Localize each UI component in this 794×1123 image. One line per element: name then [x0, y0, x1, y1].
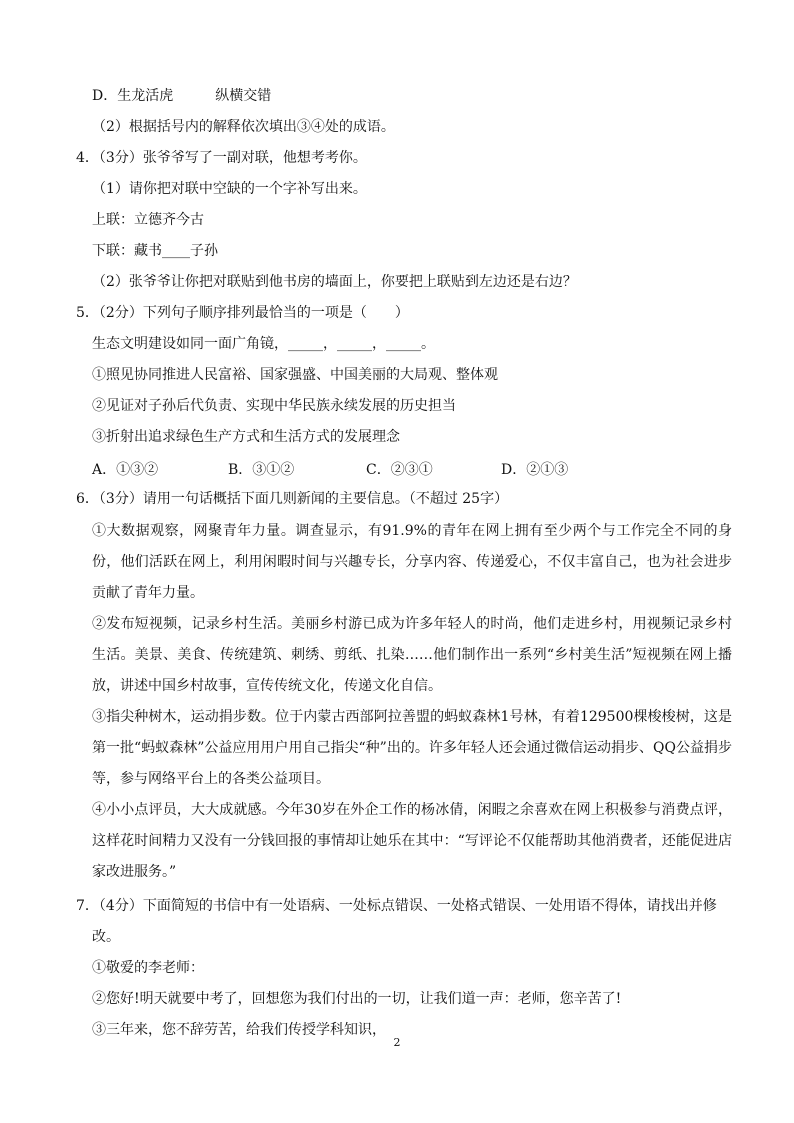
q6-stem: 6．（3分）请用一句话概括下面几则新闻的主要信息。（不超过 25字） [76, 491, 509, 507]
q4-lower-couplet: 下联：藏书____子孙 [92, 243, 218, 259]
q7-stem-continued: 改。 [92, 929, 120, 945]
q4-upper-couplet: 上联：立德齐今古 [92, 212, 204, 228]
q3-option-d: D．生龙活虎 纵横交错 [92, 88, 272, 104]
q5-item-2: ②见证对子孙后代负责、实现中华民族永续发展的历史担当 [92, 398, 456, 414]
q4-sub2: （2）张爷爷让你把对联贴到他书房的墙面上，你要把上联贴到左边还是右边？ [92, 274, 577, 290]
q5-stem: 5．（2分）下列句子顺序排列最恰当的一项是（ ） [76, 305, 409, 321]
q7-letter-line-2: ②您好!明天就要中考了，回想您为我们付出的一切，让我们道一声：老师，您辛苦了! [92, 991, 622, 1007]
q4-sub1: （1）请你把对联中空缺的一个字补写出来。 [92, 181, 367, 197]
q6-news-2: ②发布短视频，记录乡村生活。美丽乡村游已成为许多年轻人的时尚，他们走进乡村，用视频记录乡村生活。美景、美食、传统建筑、刺绣、剪纸、扎染……他们制作出一系列“乡村美生活”短视频在网上播放，讲述中国乡村故事，宣传传统文化，传递文化自信。 [92, 616, 732, 694]
page-number: 2 [393, 1036, 401, 1049]
q7-stem: 7．（4分）下面简短的书信中有一处语病、一处标点错误、一处格式错误、一处用语不得体，请找出并修 [76, 898, 717, 914]
q5-option-c: C．②③① [366, 462, 433, 478]
q5-sentence: 生态文明建设如同一面广角镜，_____，_____，_____。 [92, 336, 435, 352]
q3-sub2: （2）根据括号内的解释依次填出③④处的成语。 [92, 119, 395, 135]
q5-option-b: B．③①② [228, 462, 295, 478]
q6-news-1: ①大数据观察，网聚青年力量。调查显示，有91.9%的青年在网上拥有至少两个与工作完全不同的身份，他们活跃在网上，利用闲暇时间与兴趣专长，分享内容、传递爱心，不仅丰富自己，也为社会进步贡献了青年力量。 [92, 523, 732, 601]
q5-item-3: ③折射出追求绿色生产方式和生活方式的发展理念 [92, 429, 400, 445]
q5-item-1: ①照见协同推进人民富裕、国家强盛、中国美丽的大局观、整体观 [92, 367, 498, 383]
q6-news-4: ④小小点评员，大大成就感。今年30岁在外企工作的杨冰倩，闲暇之余喜欢在网上积极参与消费点评，这样花时间精力又没有一分钱回报的事情却让她乐在其中：“写评论不仅能帮助其他消费者，还能促进店家改进服务。” [92, 802, 732, 880]
q7-letter-line-3: ③三年来，您不辞劳苦，给我们传授学科知识， [92, 1022, 386, 1038]
q6-news-3: ③指尖种树木，运动捐步数。位于内蒙古西部阿拉善盟的蚂蚁森林1号林，有着129500棵梭梭树，这是第一批“蚂蚁森林”公益应用用户用自己指尖“种”出的。许多年轻人还会通过微信运动捐步、QQ公益捐步等，参与网络平台上的各类公益项目。 [92, 709, 732, 787]
q5-option-d: D．②①③ [501, 462, 569, 478]
q7-letter-line-1: ①敬爱的李老师： [92, 960, 204, 976]
q5-option-a: A．①③② [92, 462, 159, 478]
q4-stem: 4．（3分）张爷爷写了一副对联，他想考考你。 [76, 150, 367, 166]
